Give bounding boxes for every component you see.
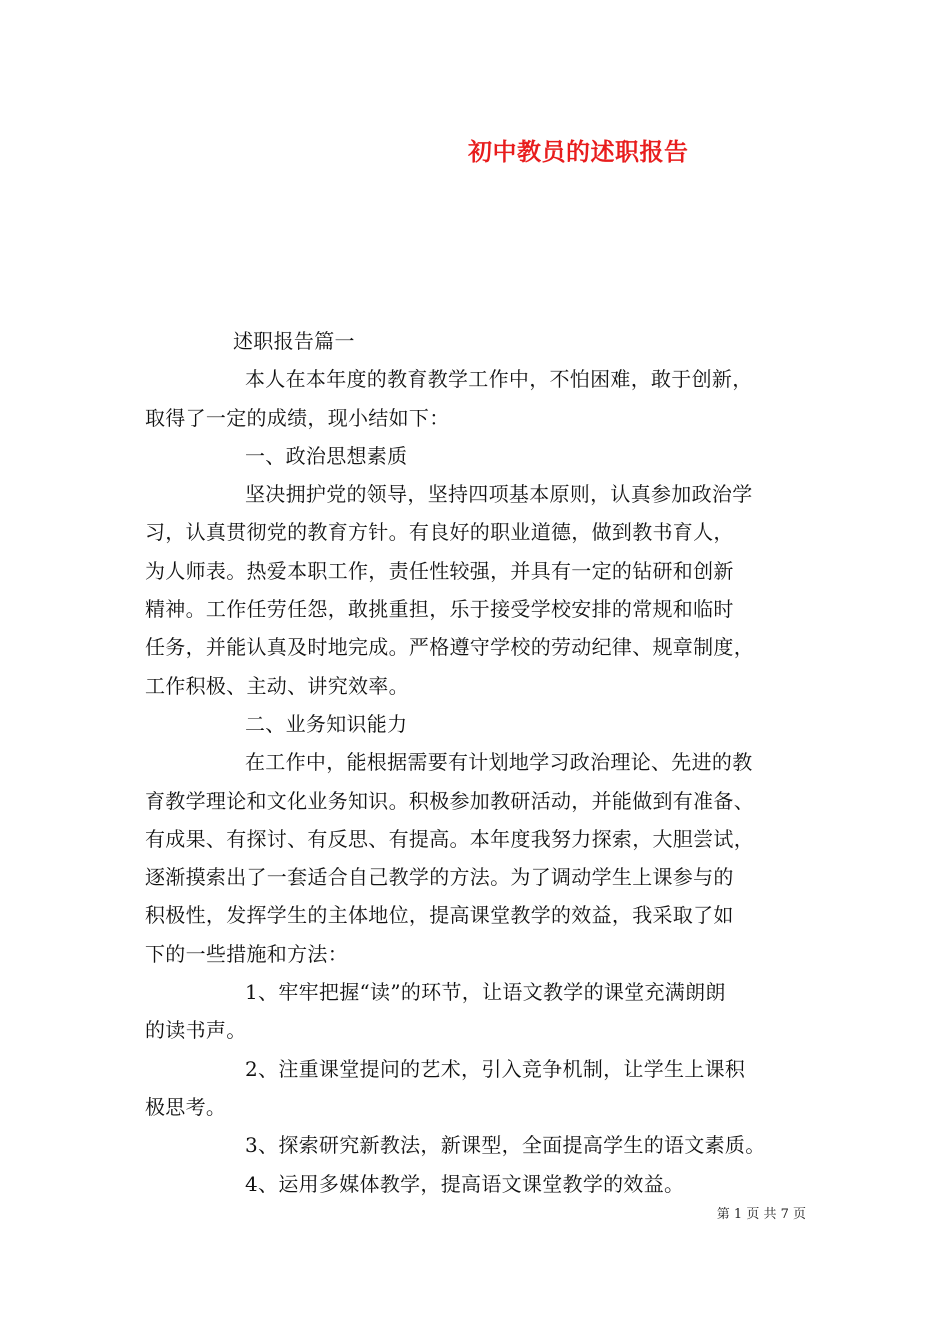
- body-line: 一、政治思想素质: [245, 443, 408, 468]
- body-line: 取得了一定的成绩，现小结如下：: [145, 405, 450, 430]
- page-footer: 第 1 页 共 7 页: [716, 1207, 806, 1222]
- document-body: [145, 322, 807, 1203]
- body-line: 在工作中，能根据需要有计划地学习政治理论、先进的教: [245, 750, 753, 775]
- body-line: 工作积极、主动、讲究效率。: [145, 673, 409, 698]
- body-line: 下的一些措施和方法：: [145, 941, 348, 966]
- body-line: 二、业务知识能力: [245, 711, 408, 736]
- body-line: 极思考。: [145, 1094, 227, 1119]
- body-line: 述职报告篇一: [233, 329, 355, 353]
- body-line: 任务，并能认真及时地完成。严格遵守学校的劳动纪律、规章制度，: [145, 635, 754, 660]
- body-line: 4、运用多媒体教学，提高语文课堂教学的效益。: [245, 1171, 685, 1196]
- body-line: 育教学理论和文化业务知识。积极参加教研活动，并能做到有准备、: [145, 788, 754, 813]
- body-line: 积极性，发挥学生的主体地位，提高课堂教学的效益，我采取了如: [145, 903, 734, 928]
- body-line: 本人在本年度的教育教学工作中，不怕困难，敢于创新，: [245, 367, 753, 392]
- body-line: 精神。工作任劳任怨，敢挑重担，乐于接受学校安排的常规和临时: [145, 597, 734, 622]
- body-line: 坚决拥护党的领导，坚持四项基本原则，认真参加政治学: [245, 482, 753, 507]
- body-line: 有成果、有探讨、有反思、有提高。本年度我努力探索，大胆尝试，: [145, 826, 754, 851]
- body-line: 2、注重课堂提问的艺术，引入竞争机制，让学生上课积: [245, 1056, 746, 1081]
- body-line: 逐渐摸索出了一套适合自己教学的方法。为了调动学生上课参与的: [145, 865, 734, 890]
- body-line: 1、牢牢把握“读”的环节，让语文教学的课堂充满朗朗: [245, 980, 726, 1005]
- document-title: 初中教员的述职报告: [468, 137, 689, 166]
- body-line: 的读书声。: [145, 1018, 247, 1043]
- body-line: 为人师表。热爱本职工作，责任性较强，并具有一定的钻研和创新: [145, 558, 734, 583]
- body-line: 3、探索研究新教法，新课型，全面提高学生的语文素质。: [245, 1133, 766, 1158]
- body-line: 习，认真贯彻党的教育方针。有良好的职业道德，做到教书育人，: [145, 520, 734, 545]
